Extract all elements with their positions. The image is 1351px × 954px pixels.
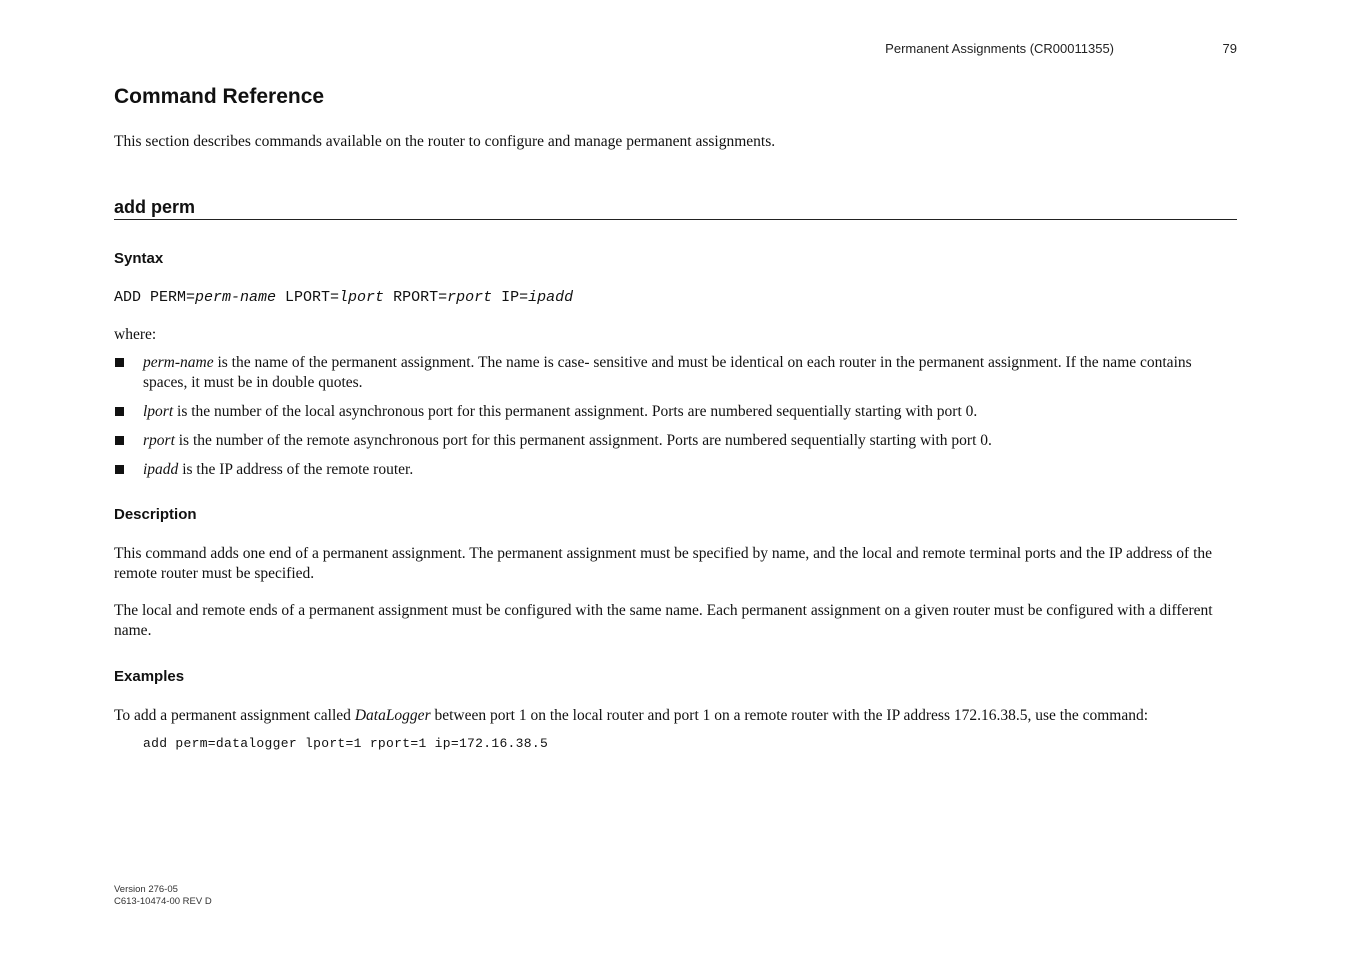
syntax-keyword: ADD PERM= (114, 288, 196, 306)
footer-version: Version 276-05 (114, 884, 178, 895)
param-name: perm-name (143, 354, 214, 371)
command-heading: add perm (114, 195, 1237, 220)
description-paragraph: The local and remote ends of a permanent assignment must be configured with the same name. Each permanent assignment on a given router must be configured with a different name. (114, 602, 1213, 639)
example-name: DataLogger (354, 707, 431, 724)
parameter-list (114, 353, 1237, 479)
where-label: where: (114, 325, 157, 343)
example-paragraph (114, 706, 1237, 726)
syntax-arg: rport (447, 288, 493, 306)
syntax-line (114, 288, 1237, 308)
intro-paragraph: This section describes commands available on the router to configure and manage permanent assignments. (114, 133, 776, 150)
syntax-keyword: RPORT= (384, 288, 448, 306)
syntax-arg: lport (339, 288, 385, 306)
example-text: between port 1 on the local router and port 1 on a remote router with the IP address 172.16.38.5, use the command: (430, 707, 1149, 724)
param-name: lport (143, 402, 174, 420)
square-bullet-icon (115, 436, 124, 445)
description-heading: Description (114, 506, 197, 523)
square-bullet-icon (115, 407, 124, 416)
list-item (114, 402, 1237, 422)
list-item (114, 460, 1237, 480)
param-text: is the name of the permanent assignment. The name is case- sensitive and must be identical on each router in the permanent assignment. If the name contains spaces, it must be in double quotes. (143, 354, 1192, 391)
syntax-keyword: IP= (492, 288, 529, 306)
example-command: add perm=datalogger lport=1 rport=1 ip=172.16.38.5 (143, 735, 549, 751)
running-header (0, 41, 1351, 59)
square-bullet-icon (115, 358, 124, 367)
syntax-arg: perm-name (195, 288, 277, 306)
example-text: To add a permanent assignment called (114, 707, 355, 724)
syntax-heading: Syntax (114, 249, 164, 267)
square-bullet-icon (115, 465, 124, 474)
param-name: rport (143, 431, 175, 449)
page-number: 79 (1222, 41, 1237, 56)
list-item (114, 353, 1237, 392)
param-text: is the IP address of the remote router. (178, 460, 414, 478)
list-item (114, 431, 1237, 451)
param-name: ipadd (143, 460, 179, 478)
examples-heading: Examples (114, 668, 185, 685)
syntax-keyword: LPORT= (276, 288, 340, 306)
page-title: Command Reference (114, 85, 325, 108)
footer-doc-id: C613-10474-00 REV D (114, 895, 212, 907)
param-text: is the number of the remote asynchronous port for this permanent assignment. Ports are numbered sequentially starting with port 0. (174, 431, 992, 449)
syntax-arg: ipadd (528, 288, 574, 306)
footer (114, 884, 212, 907)
running-header-title: Permanent Assignments (CR00011355) (885, 41, 1114, 56)
param-text: is the number of the local asynchronous port for this permanent assignment. Ports are numbered sequentially starting with port 0. (173, 402, 978, 420)
page-content (114, 83, 1237, 753)
description-paragraph: This command adds one end of a permanent assignment. The permanent assignment must be specified by name, and the local and remote terminal ports and the IP address of the remote router must be specified. (114, 545, 1213, 582)
